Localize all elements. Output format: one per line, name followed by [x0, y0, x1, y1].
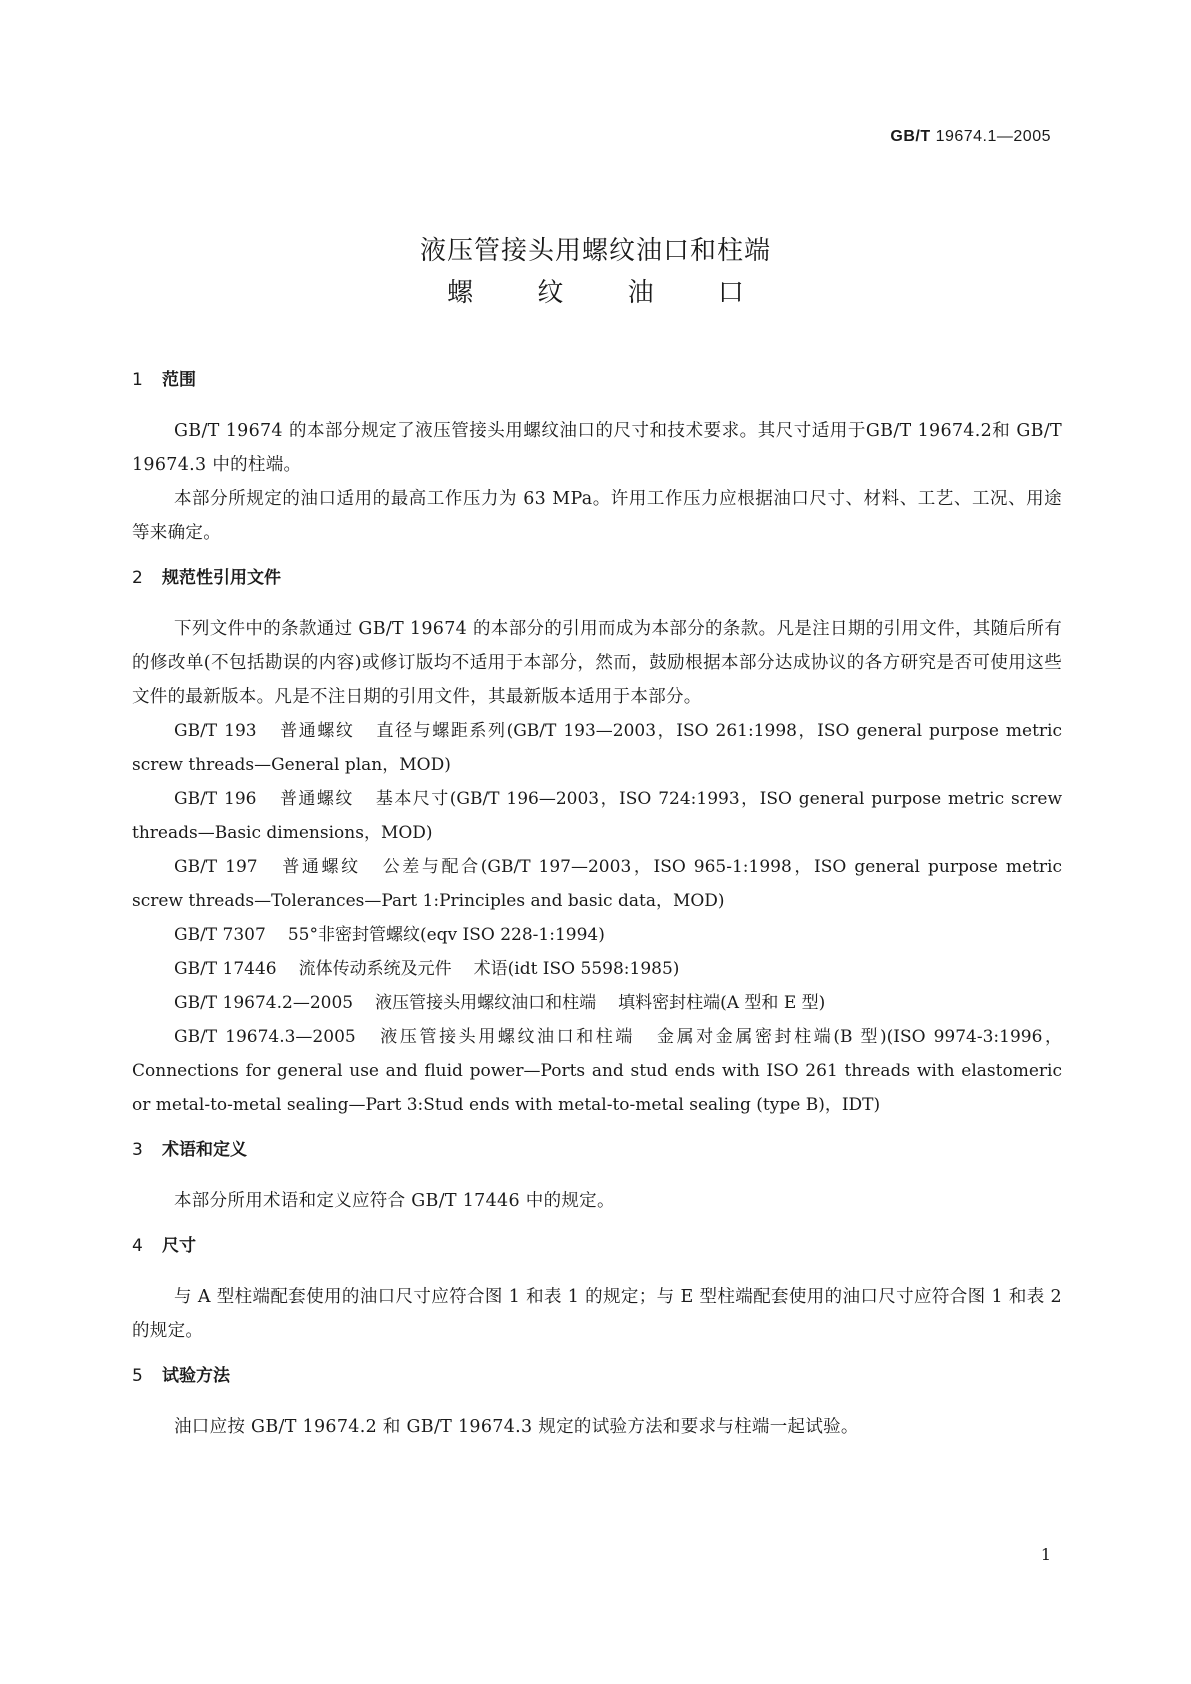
section-title: 规范性引用文件 [162, 568, 281, 588]
reference-name: 液压管接头用螺纹油口和柱端 [375, 993, 597, 1013]
paragraph: 本部分所规定的油口适用的最高工作压力为 63 MPa。许用工作压力应根据油口尺寸、材料、工艺、工况、用途等来确定。 [132, 489, 1062, 543]
section-1-heading [132, 368, 1062, 392]
section-number: 4 [132, 1236, 143, 1256]
reference-text: 术语(idt ISO 5598:1985) [473, 959, 680, 979]
section-title: 尺寸 [162, 1236, 196, 1256]
reference-text: 55°非密封管螺纹(eqv ISO 228-1:1994) [287, 925, 605, 945]
title-line-2: 螺 纹 油 口 [447, 278, 772, 308]
section-number: 2 [132, 568, 143, 588]
paragraph: 与 A 型柱端配套使用的油口尺寸应符合图 1 和表 1 的规定；与 E 型柱端配套使用的油口尺寸应符合图 1 和表 2 的规定。 [132, 1287, 1062, 1341]
paragraph: 油口应按 GB/T 19674.2 和 GB/T 19674.3 规定的试验方法和要求与柱端一起试验。 [174, 1417, 859, 1437]
reference-text: 金属对金属密封柱端(B 型)(ISO 9974-3:1996，Connections for general use and fluid power—Ports and stud ends with ISO 261 threads with elastomeric or metal-to-metal sealing—Part 3:Stud ends with metal-to-metal sealing (type B)，IDT) [132, 1027, 1063, 1115]
reference-code: GB/T 196 [174, 789, 257, 809]
section-title: 术语和定义 [162, 1140, 247, 1160]
reference-item [132, 1020, 1062, 1122]
section-4-heading [132, 1234, 1062, 1258]
reference-code: GB/T 19674.3—2005 [174, 1027, 356, 1047]
reference-item [132, 918, 1062, 952]
document-title [0, 232, 1191, 312]
section-number: 1 [132, 370, 143, 390]
reference-code: GB/T 197 [174, 857, 258, 877]
standard-prefix: GB/T [890, 128, 931, 145]
section-title: 试验方法 [162, 1366, 230, 1386]
reference-item [132, 714, 1062, 782]
section-5-heading [132, 1364, 1062, 1388]
reference-name: 液压管接头用螺纹油口和柱端 [377, 1027, 635, 1047]
reference-code: GB/T 7307 [174, 925, 266, 945]
reference-name: 流体传动系统及元件 [298, 959, 452, 979]
section-2-heading [132, 566, 1062, 590]
reference-code: GB/T 17446 [174, 959, 277, 979]
reference-item [132, 850, 1062, 918]
reference-text: 基本尺寸(GB/T 196—2003，ISO 724:1993，ISO general purpose metric screw threads—Basic dimensions，MOD) [132, 789, 1062, 843]
reference-code: GB/T 193 [174, 721, 257, 741]
paragraph: 下列文件中的条款通过 GB/T 19674 的本部分的引用而成为本部分的条款。凡是注日期的引用文件，其随后所有的修改单(不包括勘误的内容)或修订版均不适用于本部分，然而，鼓励根据本部分达成协议的各方研究是否可使用这些文件的最新版本。凡是不注日期的引用文件，其最新版本适用于本部分。 [132, 619, 1062, 707]
reference-name: 普通螺纹 [279, 857, 361, 877]
paragraph: 本部分所用术语和定义应符合 GB/T 17446 中的规定。 [174, 1191, 615, 1211]
paragraph: GB/T 19674 的本部分规定了液压管接头用螺纹油口的尺寸和技术要求。其尺寸适用于GB/T 19674.2和 GB/T 19674.3 中的柱端。 [132, 421, 1062, 475]
reference-item [132, 986, 1062, 1020]
reference-code: GB/T 19674.2—2005 [174, 993, 354, 1013]
reference-name: 普通螺纹 [278, 789, 354, 809]
reference-item [132, 782, 1062, 850]
section-number: 3 [132, 1140, 143, 1160]
section-number: 5 [132, 1366, 143, 1386]
reference-text: 直径与螺距系列(GB/T 193—2003，ISO 261:1998，ISO general purpose metric screw threads—General plan，MOD) [132, 721, 1062, 775]
reference-text: 公差与配合(GB/T 197—2003，ISO 965-1:1998，ISO general purpose metric screw threads—Tolerances—Part 1:Principles and basic data，MOD) [132, 857, 1062, 911]
section-title: 范围 [162, 370, 196, 390]
standard-number [890, 128, 1051, 146]
reference-text: 填料密封柱端(A 型和 E 型) [618, 993, 826, 1013]
title-line-1: 液压管接头用螺纹油口和柱端 [419, 236, 771, 266]
standard-code: 19674.1—2005 [935, 128, 1051, 145]
reference-name: 普通螺纹 [278, 721, 355, 741]
reference-item [132, 952, 1062, 986]
document-body [132, 368, 1062, 1444]
page-number: 1 [1040, 1545, 1051, 1564]
section-3-heading [132, 1138, 1062, 1162]
